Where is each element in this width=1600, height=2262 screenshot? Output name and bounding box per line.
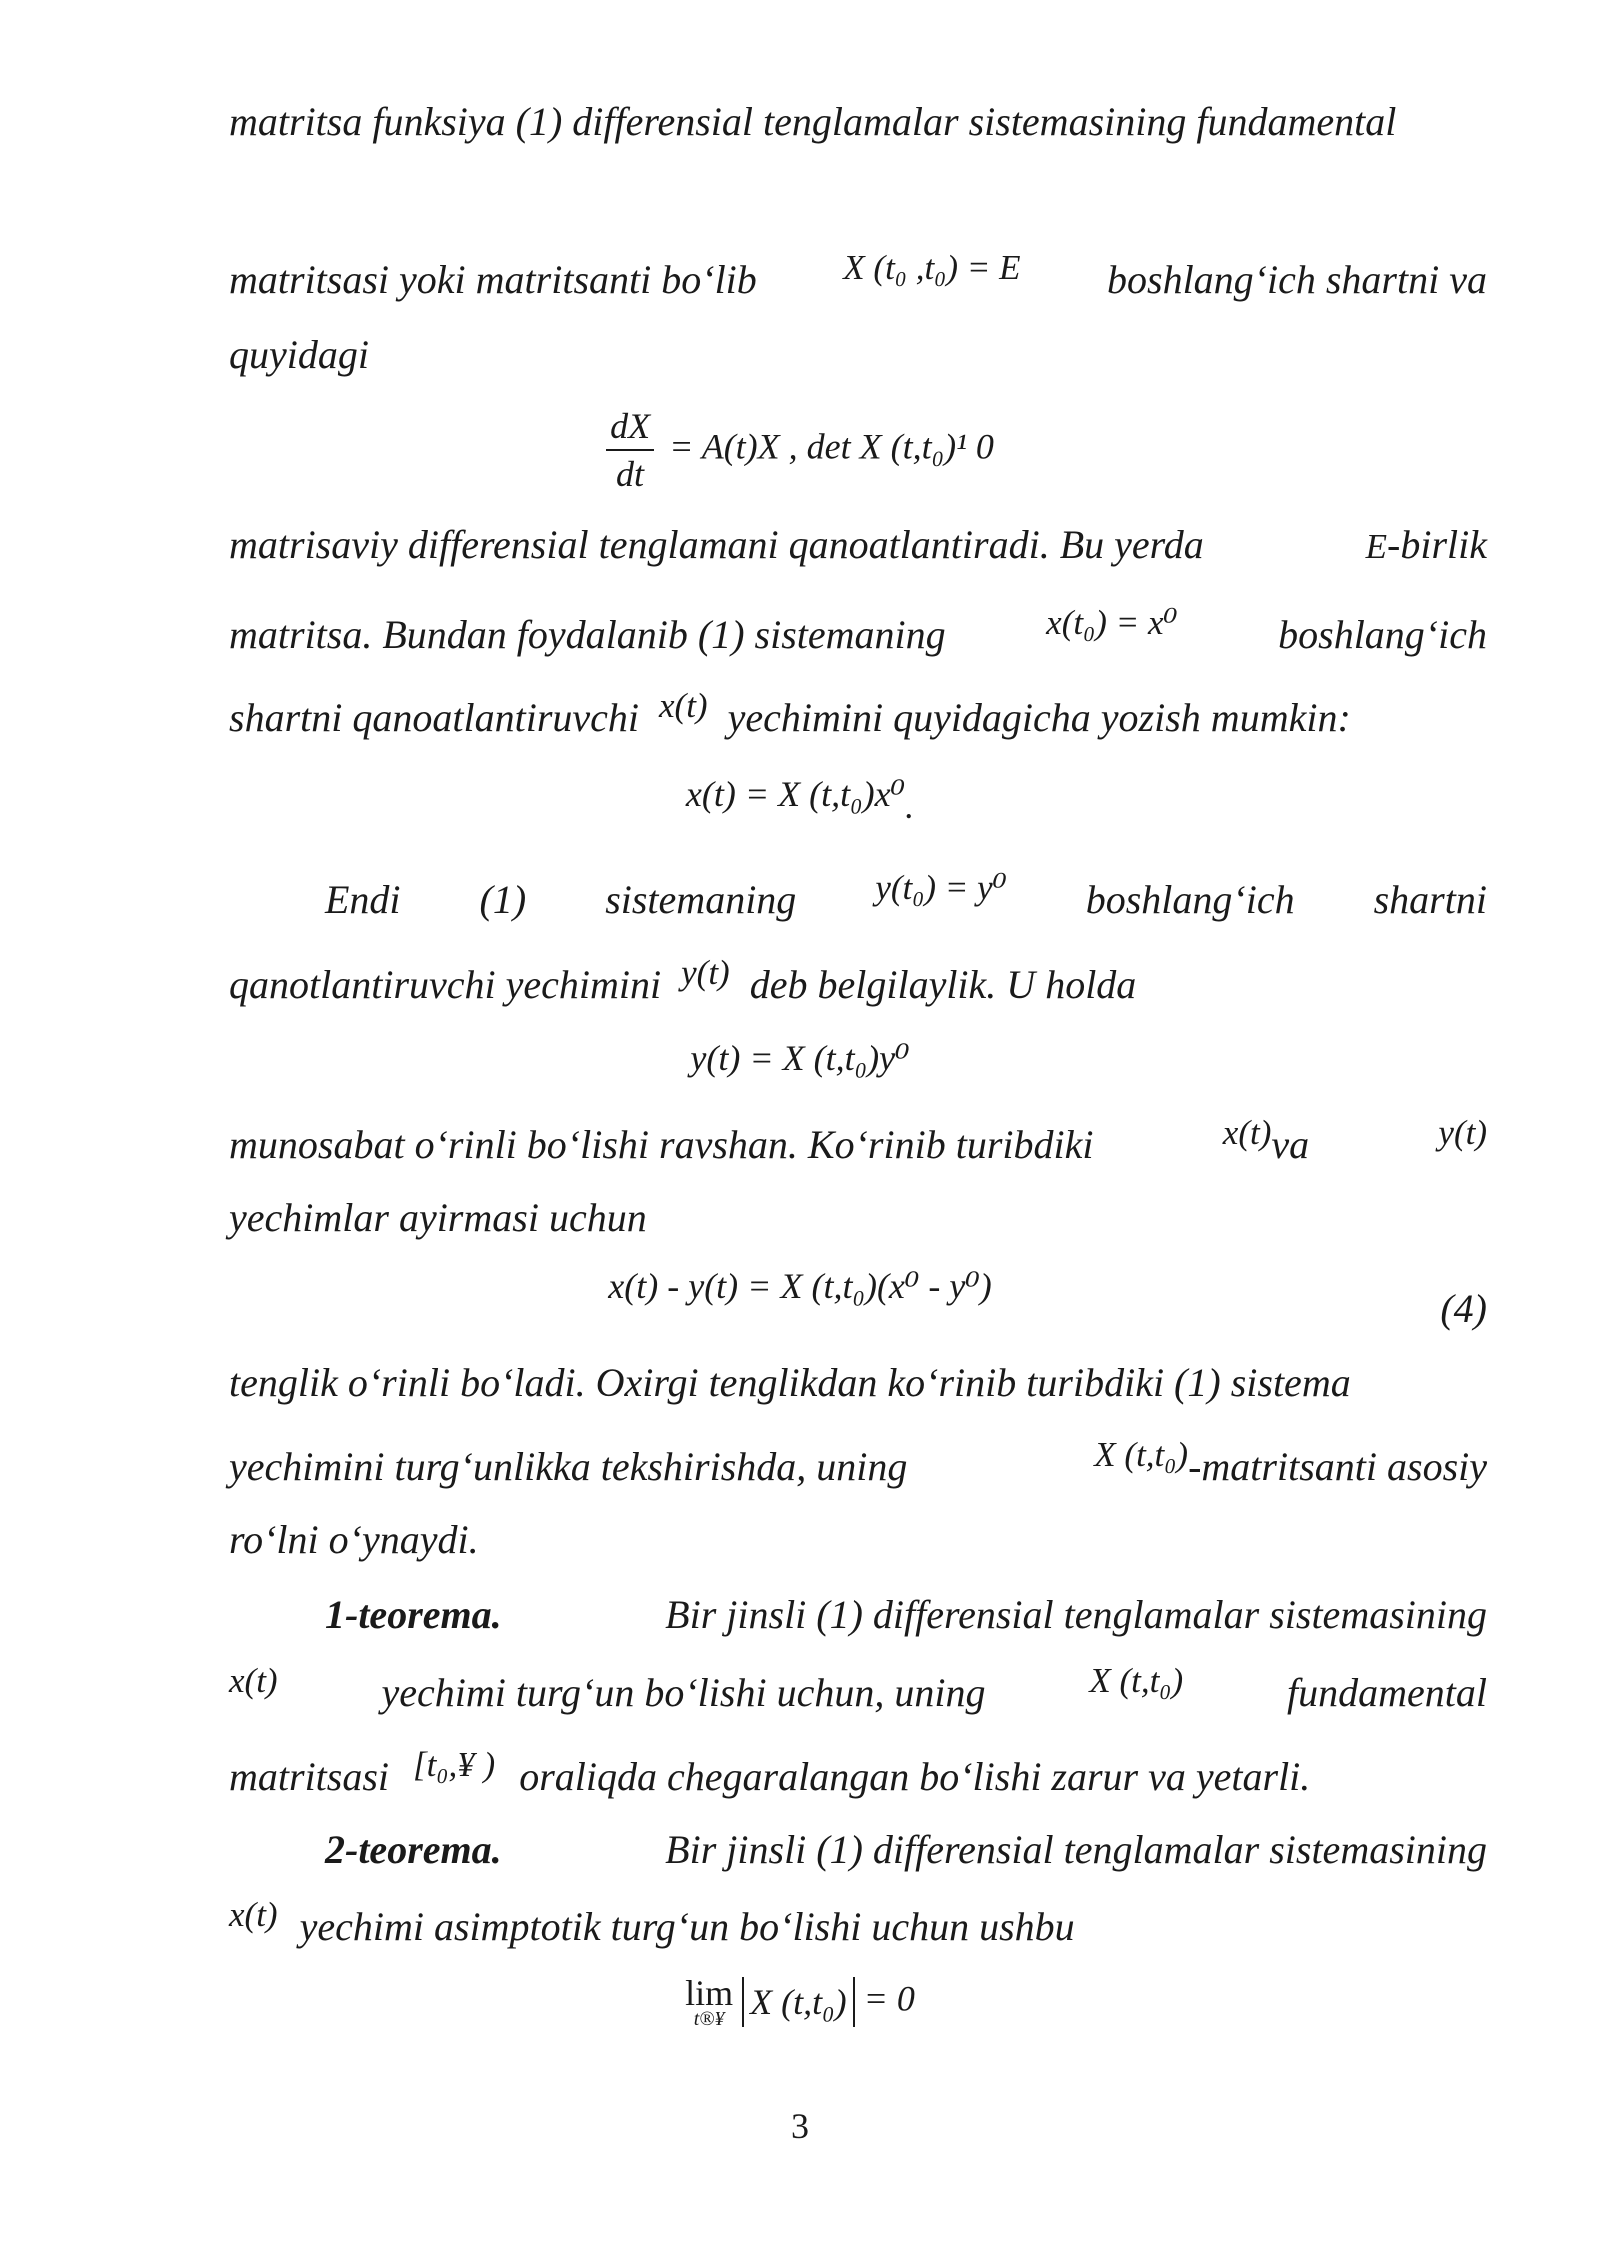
- paragraph-text: shartni qanoatlantiruvchi: [229, 695, 639, 740]
- paragraph-text: matritsa funksiya (1) differensial tenglamalar sistemasining fundamental: [229, 99, 1397, 144]
- inline-formula: y(t): [681, 953, 730, 992]
- norm-expression: X (t,t₀): [742, 1977, 855, 2027]
- text-line-15: [229, 1358, 1487, 1408]
- text-line-17: [229, 1515, 1487, 1565]
- paragraph-text: deb belgilaylik. U holda: [749, 962, 1137, 1007]
- theorem-label: 2-teorema.: [325, 1827, 502, 1872]
- identity-symbol: E: [1365, 527, 1388, 566]
- paragraph-text: shartni: [1373, 877, 1487, 922]
- paragraph-text: yechimi asimptotik turg‘un bo‘lishi uchun ushbu: [299, 1904, 1075, 1949]
- paragraph-text: matritsa. Bundan foydalanib (1) sistemaning: [229, 612, 946, 657]
- paragraph-text: Bir jinsli (1) differensial tenglamalar sistemasining: [665, 1827, 1487, 1872]
- text-line-3: [229, 330, 1487, 380]
- inline-formula: x(t): [229, 1895, 278, 1934]
- initial-condition-formula: x(t₀) = x⁰: [1046, 603, 1178, 642]
- theorem-2-line-1: [325, 1825, 1487, 1875]
- inline-formula: x(t): [1222, 1113, 1272, 1152]
- paragraph-text: yechimlar ayirmasi uchun: [229, 1195, 647, 1240]
- paragraph-text: tenglik o‘rinli bo‘ladi. Oxirgi tenglikdan ko‘rinib turibdiki (1) sistema: [229, 1360, 1351, 1405]
- text-line-2: [229, 248, 1487, 307]
- paragraph-text: matritsasi yoki matritsanti bo‘lib: [229, 257, 757, 302]
- page-number: 3: [791, 2106, 809, 2146]
- paragraph-text: va: [1271, 1122, 1310, 1167]
- paragraph-text: matrisaviy differensial tenglamani qanoatlantiradi. Bu yerda: [229, 522, 1204, 567]
- text-line-1: [229, 97, 1487, 147]
- paragraph-text: yechimini turg‘unlikka tekshirishda, uning: [229, 1444, 908, 1489]
- initial-condition-formula: X (t₀ ,t₀) = E: [843, 248, 1021, 287]
- theorem-1-line-3: [229, 1745, 1487, 1804]
- paragraph-text: (1): [479, 877, 527, 922]
- equation-number: (4): [1440, 1286, 1487, 1331]
- text-line-6: [229, 603, 1487, 662]
- paragraph-text: boshlang‘ich: [1278, 612, 1487, 657]
- fraction: [606, 405, 654, 495]
- equation-rhs: = 0: [863, 1978, 915, 2019]
- limit-operator: [685, 1975, 733, 2029]
- paragraph-text: Endi: [325, 877, 401, 922]
- theorem-2-line-2: [229, 1895, 1487, 1954]
- inline-formula: y(t): [1438, 1113, 1487, 1152]
- text-line-9: [325, 868, 1487, 927]
- text-line-13: [229, 1193, 1487, 1243]
- paragraph-text: ro‘lni o‘ynaydi.: [229, 1517, 479, 1562]
- text-line-7: [229, 686, 1487, 745]
- fraction-numerator: dX: [606, 405, 654, 451]
- paragraph-text: yechimini quyidagicha yozish mumkin:: [727, 695, 1351, 740]
- equation: x(t) - y(t) = X (t,t₀)(x⁰ - y⁰): [608, 1266, 992, 1306]
- paragraph-text: boshlang‘ich: [1085, 877, 1295, 922]
- theorem-1-line-1: [325, 1590, 1487, 1640]
- equation-solution-y: [0, 1037, 1600, 1079]
- equation-limit: [0, 1975, 1600, 2029]
- paragraph-text: oraliqda chegaralangan bo‘lishi zarur va yetarli.: [519, 1754, 1311, 1799]
- inline-formula: x(t): [659, 686, 708, 725]
- paragraph-text: sistemaning: [605, 877, 797, 922]
- theorem-label: 1-teorema.: [325, 1592, 502, 1637]
- paragraph-text: qanotlantiruvchi yechimini: [229, 962, 662, 1007]
- paragraph-text: boshlang‘ich shartni va: [1107, 257, 1487, 302]
- paragraph-text: -birlik: [1387, 522, 1487, 567]
- paragraph-text: yechimi turg‘un bo‘lishi uchun, uning: [381, 1670, 986, 1715]
- paragraph-text: munosabat o‘rinli bo‘lishi ravshan. Ko‘rinib turibdiki: [229, 1122, 1094, 1167]
- theorem-1-line-2: [229, 1661, 1487, 1720]
- limit-subscript: t®¥: [693, 2008, 725, 2030]
- equation-rhs: = A(t)X , det X (t,t₀)¹ 0: [669, 426, 994, 467]
- text-line-16: [229, 1435, 1487, 1494]
- text-line-10: [229, 953, 1487, 1012]
- interval-formula: [t₀,¥ ): [413, 1745, 496, 1784]
- paragraph-text: Bir jinsli (1) differensial tenglamalar sistemasining: [665, 1592, 1487, 1637]
- limit-word: lim: [685, 1973, 734, 2013]
- fraction-denominator: dt: [616, 454, 645, 494]
- inline-formula: X (t,t₀): [1089, 1661, 1184, 1700]
- paragraph-text: quyidagi: [229, 332, 369, 377]
- text-line-12: [229, 1113, 1487, 1172]
- equation: x(t) = X (t,t₀)x⁰: [685, 774, 906, 814]
- equation-difference: [0, 1265, 1600, 1307]
- equation-dot: .: [905, 786, 915, 826]
- equation-matrix-de: [0, 405, 1600, 495]
- inline-formula: X (t,t₀): [1094, 1435, 1189, 1474]
- equation-solution-x: [0, 773, 1600, 826]
- paragraph-text: matritsasi: [229, 1754, 390, 1799]
- initial-condition-formula: y(t₀) = y⁰: [875, 868, 1007, 907]
- inline-formula: x(t): [229, 1661, 278, 1700]
- equation: y(t) = X (t,t₀)y⁰: [690, 1038, 910, 1078]
- text-line-5: [229, 520, 1487, 572]
- paragraph-text: -matritsanti asosiy: [1188, 1444, 1487, 1489]
- paragraph-text: fundamental: [1287, 1670, 1487, 1715]
